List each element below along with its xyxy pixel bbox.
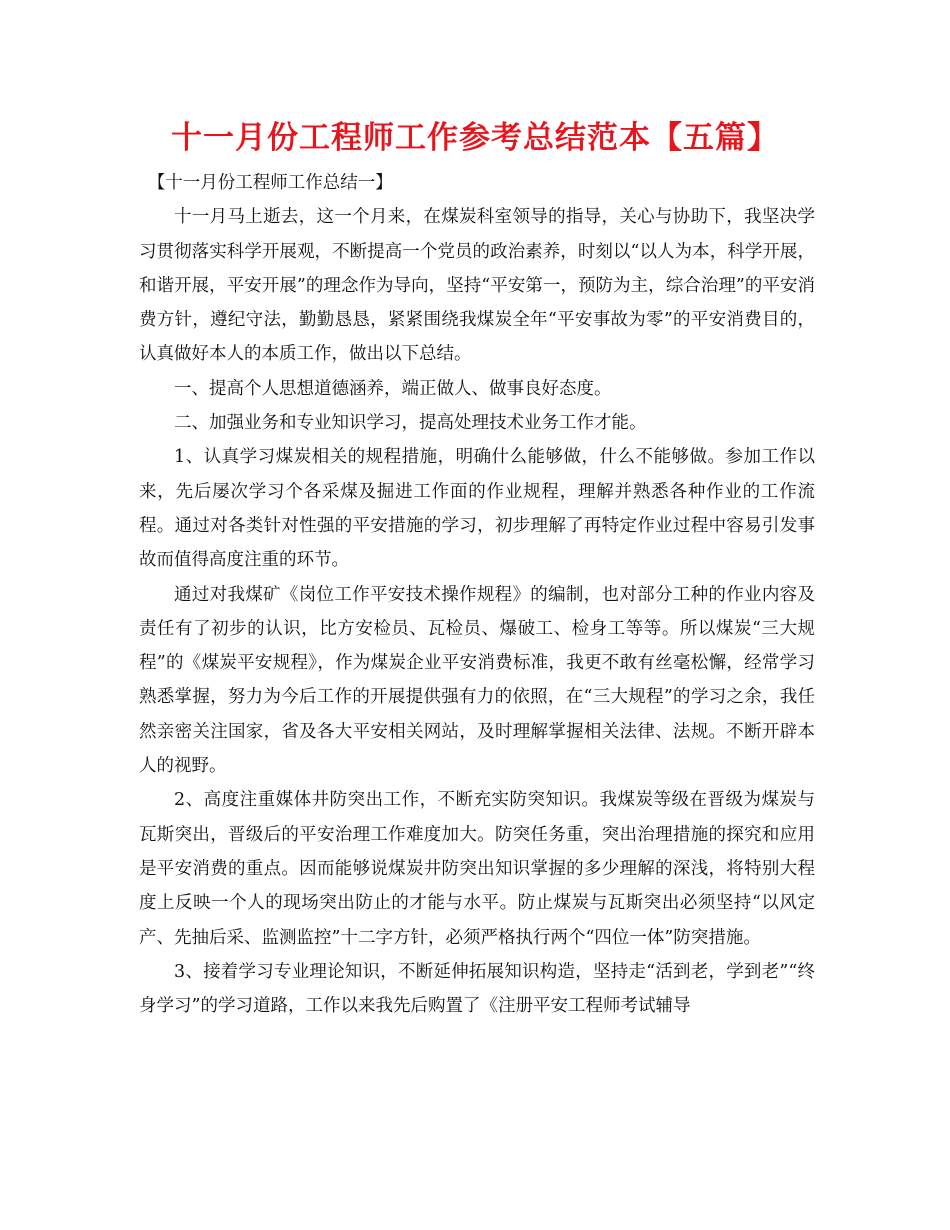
document-title: 十一月份工程师工作参考总结范本【五篇】 xyxy=(171,120,779,156)
paragraph: 通过对我煤矿《岗位工作平安技术操作规程》的编制，也对部分工种的作业内容及责任有了初步的认识，比方安检员、瓦检员、爆破工、检身工等等。所以煤炭“三大规程”的《煤炭平安规程》，作为煤炭企业平安消费标准，我更不敢有丝毫松懈，经常学习熟悉掌握，努力为今后工作的开展提供强有力的依照，在“三大规程”的学习之余，我任然亲密关注国家，省及各大平安相关网站，及时理解掌握相关法律、法规。不断开辟本人的视野。 xyxy=(139,584,815,777)
paragraph: 2、高度注重媒体井防突出工作，不断充实防突知识。我煤炭等级在晋级为煤炭与瓦斯突出，晋级后的平安治理工作难度加大。防突任务重，突出治理措施的探究和应用是平安消费的重点。因而能够说煤炭井防突出知识掌握的多少理解的深浅，将特别大程度上反映一个人的现场突出防止的才能与水平。防止煤炭与瓦斯突出必须坚持“以风定产、先抽后采、监测监控”十二字方针，必须严格执行两个“四位一体”防突措施。 xyxy=(139,790,815,948)
section-heading: 【十一月份工程师工作总结一】 xyxy=(147,173,393,193)
paragraph: 二、加强业务和专业知识学习，提高处理技术业务工作才能。 xyxy=(174,413,647,434)
document-body xyxy=(139,166,815,1023)
paragraph: 十一月马上逝去，这一个月来，在煤炭科室领导的指导，关心与协助下，我坚决学习贯彻落实科学开展观，不断提高一个党员的政治素养，时刻以“以人为本，科学开展，和谐开展，平安开展”的理念作为导向，坚持“平安第一，预防为主，综合治理”的平安消费方针，遵纪守法，勤勤恳恳，紧紧围绕我煤炭全年“平安事故为零”的平安消费目的，认真做好本人的本质工作，做出以下总结。 xyxy=(139,207,815,365)
paragraph: 一、提高个人思想道德涵养，端正做人、做事良好态度。 xyxy=(174,378,612,399)
paragraph: 1、认真学习煤炭相关的规程措施，明确什么能够做，什么不能够做。参加工作以来，先后屡次学习个各采煤及掘进工作面的作业规程，理解并熟悉各种作业的工作流程。通过对各类针对性强的平安措施的学习，初步理解了再特定作业过程中容易引发事故而值得高度注重的环节。 xyxy=(139,447,815,571)
paragraph: 3、接着学习专业理论知识，不断延伸拓展知识构造，坚持走“活到老，学到老”“终身学习”的学习道路，工作以来我先后购置了《注册平安工程师考试辅导 xyxy=(139,961,815,1017)
